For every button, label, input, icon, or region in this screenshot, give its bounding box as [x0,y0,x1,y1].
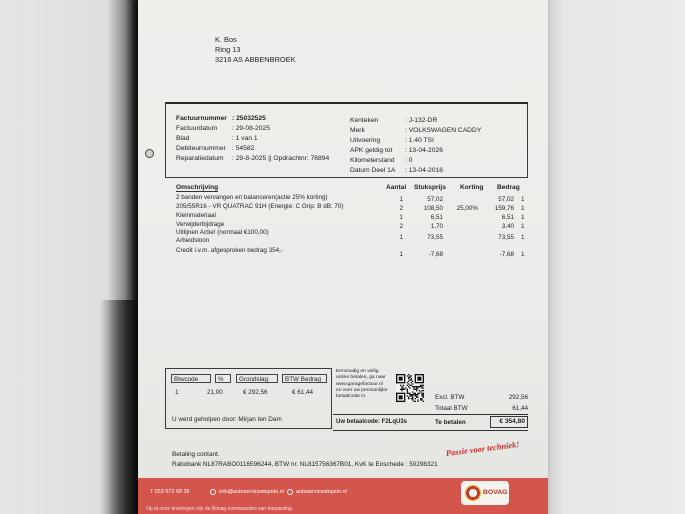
background-right [548,0,685,514]
item-description: 2 banden vervangen en balanceren(actie 25% korting) [176,194,328,201]
qr-module [407,382,408,383]
background-shadow [100,300,138,514]
model-label: Uitvoering [350,137,381,144]
qr-module [407,393,408,394]
repair-date-label: Reparatiedatum [176,155,224,162]
qr-module [420,399,421,400]
qr-module [408,386,409,387]
invoice-number-label: Factuurnummer [176,115,227,122]
item-quantity: 1 [399,214,403,221]
item-amount: 159,76 [494,205,514,212]
qr-module [423,395,424,396]
qr-module [408,374,409,375]
item-unit-price: 6,51 [430,214,443,221]
mileage-label: Kilometerstand [350,157,395,164]
payment-note [172,450,438,469]
qr-module [419,393,420,394]
online-payment-text [336,369,387,400]
item-amount: 3,40 [501,223,514,230]
qr-module [400,389,401,390]
qr-module [412,397,413,398]
item-description: Credit i.v.m. afgesproken bedrag 354,- [176,247,283,254]
item-row [138,212,548,221]
qr-module [412,386,413,387]
qr-module [403,387,404,388]
qr-module [408,398,409,399]
debtor-number-label: Debiteurnummer [176,145,226,152]
apk-label: APK geldig tot [350,147,393,154]
qr-module [416,386,417,387]
divider-line [333,414,528,415]
qr-module [412,399,413,400]
qr-module [419,386,420,387]
payment-method: Betaling contant. [172,451,220,458]
bovag-text: BOVAG [483,489,508,496]
header-discount: Korting [460,184,484,191]
qr-module [413,387,414,388]
online-payment-line: online betalen, ga naar [336,375,386,381]
qr-module [409,377,410,378]
qr-module [411,395,412,396]
brand-label: Merk [350,127,365,134]
item-unit-price: 108,50 [423,205,443,212]
divider-line [333,430,528,431]
qr-module [415,395,416,396]
qr-module [401,386,402,387]
item-amount: -7,68 [499,251,514,258]
page-label: Blad [176,135,190,142]
vat-summary-box [165,368,332,429]
items-header [138,184,548,193]
item-vat-code: 1 [521,234,525,241]
footer-band [138,478,548,514]
qr-module [412,381,413,382]
vat-header-code: Btwcode [171,374,211,383]
qr-module [411,394,412,395]
item-unit-price: 57,02 [427,196,443,203]
vat-base-value: € 292,56 [243,389,268,396]
license-plate-label: Kenteken [350,117,379,124]
qr-module [407,395,408,396]
bovag-emblem [465,485,481,501]
invoice-date-value: : 29-08-2025 [232,125,270,132]
vat-amount-value: € 61,44 [292,389,314,396]
qr-module [421,385,422,386]
apk-value: : 13-04-2026 [405,147,443,154]
qr-module [407,385,408,386]
item-quantity: 2 [399,223,403,230]
qr-module [423,387,424,388]
qr-module [411,385,412,386]
item-vat-code: 1 [521,223,525,230]
excl-vat-label: Excl. BTW [435,394,465,401]
mileage-value: : 0 [405,157,413,164]
qr-module [416,390,417,391]
item-quantity: 1 [399,251,403,258]
qr-module [399,395,403,399]
item-vat-code: 1 [521,196,525,203]
header-unit-price: Stuksprijs [414,184,446,191]
qr-module [411,375,412,376]
qr-module [415,401,416,402]
bovag-badge [461,481,509,505]
qr-module [420,391,421,392]
globe-icon [287,489,293,495]
qr-module [413,386,414,387]
page-value: : 1 van 1 [232,135,258,142]
item-quantity: 1 [399,234,403,241]
item-description: Uitlijnen Actie! (normaal €100,00) [176,229,269,236]
footer-phone: T 053-572 68 38 [150,489,190,495]
item-discount: 25,00% [456,205,478,212]
excl-vat-value: 292,56 [508,394,528,401]
item-description: Kleinmateriaal [176,212,216,219]
qr-module [409,395,410,396]
item-unit-price: 73,55 [427,234,443,241]
qr-module [412,394,413,395]
vat-header-amount: BTW Bedrag [282,374,327,383]
qr-module [423,385,424,386]
qr-module [408,397,409,398]
footer-email: info@autoservicestepelo.nl [219,489,284,495]
qr-module [411,398,412,399]
qr-module [420,398,421,399]
qr-module [415,393,416,394]
qr-module [411,382,412,383]
amount-due-label: Te betalen [435,419,466,426]
qr-module [413,389,414,390]
qr-module [409,375,410,376]
qr-module [409,387,410,388]
qr-module [403,389,404,390]
qr-module [415,389,416,390]
license-plate-value: : J-132-DR [405,117,438,124]
item-row [138,247,548,256]
item-description: Arbeidsloon [176,237,210,244]
recipient-street: Ring 13 [215,45,241,54]
qr-module [421,398,422,399]
amount-due-value: € 354,80 [490,416,528,428]
qr-module [423,390,424,391]
recipient-name: K. Bos [215,35,237,44]
slogan: Passie voor techniek! [445,440,520,458]
item-description: 205/55R16 - VR QUATRAC 91H (Energie: C Grip: B dB: 70) [176,203,344,210]
qr-module [423,393,424,394]
qr-module [417,397,418,398]
qr-module [411,379,412,380]
qr-module [409,393,410,394]
qr-module [407,375,408,376]
qr-module [421,395,422,396]
qr-module [417,386,418,387]
qr-module [408,383,409,384]
helped-by: U werd geholpen door: Mirjan ten Dam [172,416,282,423]
online-payment-line: en voer uw persoonlijke [336,387,388,393]
repair-date-value: : 29-8-2025 || Opdrachtnr: 76894 [232,155,330,162]
qr-module [401,389,402,390]
qr-module [412,395,413,396]
qr-module [417,401,418,402]
item-amount: 57,02 [498,196,514,203]
item-description: Verwijderbijdrage [176,221,225,228]
qr-module [412,398,413,399]
item-vat-code: 1 [521,251,525,258]
invoice-paper [138,0,548,514]
qr-module [417,394,418,395]
qr-module [417,387,418,388]
qr-module [409,394,410,395]
qr-module [413,393,414,394]
qr-module [416,387,417,388]
qr-module [413,401,414,402]
qr-module [416,389,417,390]
qr-module [408,381,409,382]
qr-module [419,390,420,391]
vat-header-percent: % [215,374,231,383]
qr-module [403,385,404,386]
qr-module [416,395,417,396]
model-value: : 1.40 TSI [405,137,434,144]
qr-module [409,385,410,386]
payment-code: Uw betaalcode: F2LqU3s [336,419,408,425]
qr-module [399,377,403,381]
total-vat-value: 61,44 [512,405,528,412]
item-vat-code: 1 [521,205,525,212]
vat-code-value: 1 [175,389,179,396]
item-quantity: 2 [399,205,403,212]
qr-module [421,387,422,388]
qr-module [408,378,409,379]
recipient-city: 3216 AS ABBENBROEK [215,55,296,64]
qr-module [421,390,422,391]
vat-header-base: Grondslag [236,374,278,383]
qr-module [416,397,417,398]
qr-module [417,393,418,394]
qr-module [421,386,422,387]
online-payment-line: betaalcode in. [336,394,367,400]
qr-module [412,391,413,392]
qr-module [408,377,409,378]
item-amount: 6,51 [501,214,514,221]
qr-module [413,394,414,395]
qr-module [417,399,418,400]
item-row [138,237,548,246]
mail-icon [210,489,216,495]
brand-value: : VOLKSWAGEN CADDY [405,127,482,134]
qr-module [423,401,424,402]
registration-date-value: : 13-04-2016 [405,167,443,174]
punch-hole [145,149,154,158]
qr-module [400,385,401,386]
item-row [138,203,548,212]
qr-module [423,397,424,398]
invoice-info-box [165,102,528,178]
qr-module [407,389,408,390]
online-payment-line: www.garagefactuur.nl [336,381,383,387]
qr-module [421,393,422,394]
qr-module [421,394,422,395]
item-unit-price: 1,70 [430,223,443,230]
item-unit-price: -7,68 [428,251,443,258]
qr-module [407,390,408,391]
debtor-number-value: : 54582 [232,145,255,152]
qr-module [405,387,406,388]
recipient-address [215,35,296,65]
online-payment-line: Eenvoudig en veilig [336,369,379,374]
vat-percent-value: 21,00 [207,389,223,396]
header-quantity: Aantal [386,184,407,191]
qr-module [416,394,417,395]
qr-module [417,377,421,381]
qr-module [420,386,421,387]
header-amount: Bedrag [497,184,520,191]
qr-module [411,378,412,379]
qr-code [396,374,424,402]
qr-module [415,394,416,395]
qr-module [415,398,416,399]
qr-module [407,391,408,392]
qr-module [409,379,410,380]
qr-module [401,390,402,391]
qr-module [415,386,416,387]
total-vat-label: Totaal BTW [435,405,468,412]
item-quantity: 1 [399,196,403,203]
footer-website: autoservicestepelo.nl [296,489,347,495]
invoice-number-value: : 25032525 [232,115,266,122]
registration-date-label: Datum Deel 1A [350,167,396,174]
invoice-date-label: Factuurdatum [176,125,218,132]
qr-module [412,383,413,384]
item-vat-code: 1 [521,214,525,221]
header-description: Omschrijving [176,184,219,191]
qr-module [423,394,424,395]
footer-disclaimer: Op al onze leveringen zijn de Bovag-voorwaarden van toepassing. [146,506,294,512]
bank-details: Rabobank NL87RABO0116596244, BTW nr. NL815756367B01, KvK te Enschede : 50298321 [172,460,438,468]
qr-module [408,393,409,394]
qr-module [421,399,422,400]
qr-module [420,385,421,386]
item-amount: 73,55 [498,234,514,241]
qr-module [401,387,402,388]
item-row [138,194,548,203]
qr-module [404,389,405,390]
